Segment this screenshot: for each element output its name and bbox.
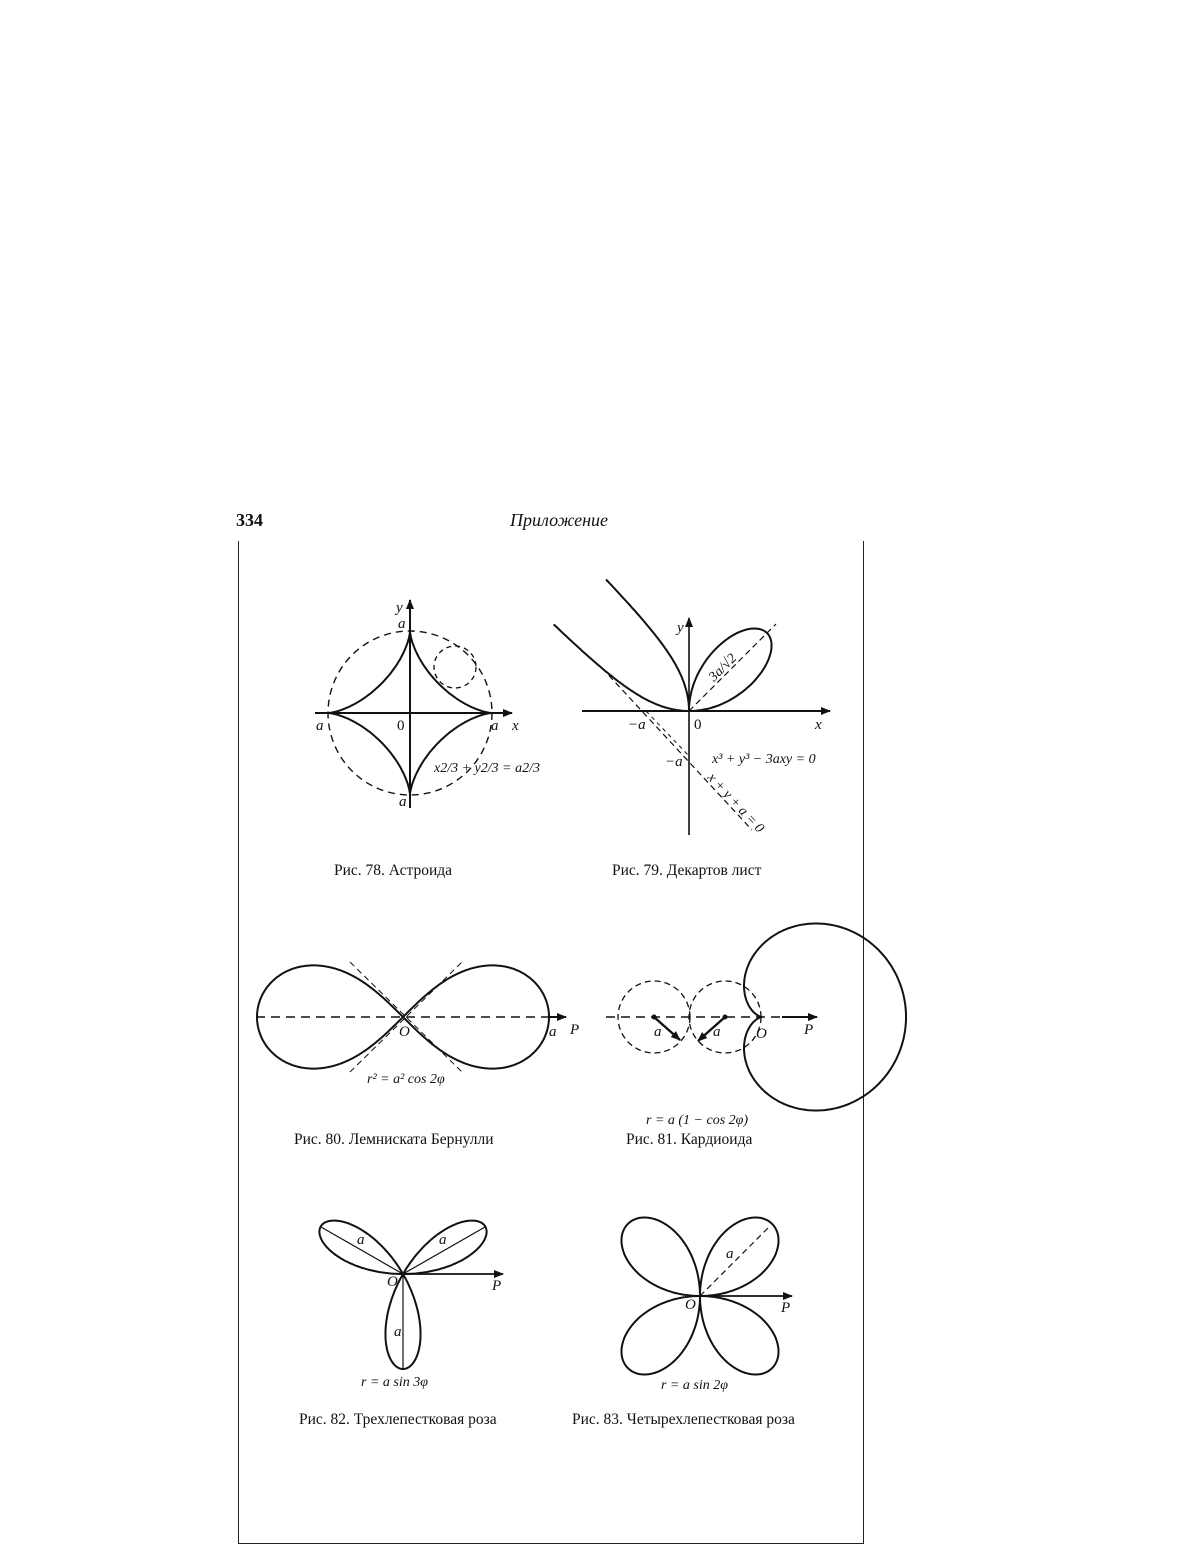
rose3-a3: a xyxy=(394,1324,402,1340)
rose4-O: O xyxy=(685,1297,696,1313)
caption-fig81: Рис. 81. Кардиоида xyxy=(626,1131,753,1148)
figure-four-petal-rose xyxy=(572,1218,795,1429)
rose3-a1: a xyxy=(357,1232,365,1248)
astroid-rolling-circle xyxy=(434,646,476,688)
lemniscate-O: O xyxy=(399,1024,410,1040)
astroid-equation: x2/3 + y2/3 = a2/3 xyxy=(434,761,540,776)
figure-cardioid xyxy=(606,924,906,1149)
rose3-P: P xyxy=(492,1278,502,1294)
rose3-equation: r = a sin 3φ xyxy=(361,1375,428,1390)
rose4-a: a xyxy=(726,1246,734,1262)
caption-fig80: Рис. 80. Лемниската Бернулли xyxy=(294,1131,494,1148)
folium-y-label: y xyxy=(677,620,684,636)
astroid-a-bottom: a xyxy=(399,794,407,810)
folium-minus-a-y: −a xyxy=(665,754,683,770)
rose4-radius xyxy=(700,1226,770,1296)
cardioid-a2: a xyxy=(713,1024,721,1040)
cardioid-a1: a xyxy=(654,1024,662,1040)
rose4-P: P xyxy=(781,1300,791,1316)
folium-origin: 0 xyxy=(694,717,702,733)
folium-diagonal-label: 3a/√2 xyxy=(706,651,740,685)
astroid-a-left: a xyxy=(316,718,324,734)
folium-minus-a-x: −a xyxy=(628,717,646,733)
page-title: Приложение xyxy=(510,510,609,530)
cardioid-O: O xyxy=(756,1026,767,1042)
folium-equation: x³ + y³ − 3axy = 0 xyxy=(712,752,816,767)
lemniscate-curve xyxy=(257,965,549,1068)
astroid-a-top: a xyxy=(398,616,406,632)
figure-lemniscate xyxy=(256,962,579,1148)
rose3-a2: a xyxy=(439,1232,447,1248)
lemniscate-a: a xyxy=(549,1024,557,1040)
cardioid-center-right xyxy=(723,1015,728,1020)
cardioid-curve xyxy=(744,924,906,1111)
caption-fig78: Рис. 78. Астроида xyxy=(334,862,453,879)
figure-astroid xyxy=(315,600,540,879)
folium-guide xyxy=(646,711,689,756)
rose4-equation: r = a sin 2φ xyxy=(661,1378,728,1393)
caption-fig82: Рис. 82. Трехлепестковая роза xyxy=(299,1411,497,1428)
page-number: 334 xyxy=(236,510,263,530)
cardioid-equation: r = a (1 − cos 2φ) xyxy=(646,1113,749,1128)
astroid-x-label: x xyxy=(512,718,519,734)
lemniscate-equation: r² = a² cos 2φ xyxy=(367,1072,445,1087)
figure-folium xyxy=(554,580,830,880)
caption-fig83: Рис. 83. Четырехлепестковая роза xyxy=(572,1411,795,1428)
astroid-a-right: a xyxy=(491,718,499,734)
lemniscate-P: P xyxy=(570,1022,580,1038)
folium-asymptote-label: x + y + a = 0 xyxy=(704,770,767,837)
rose3-O: O xyxy=(387,1274,398,1290)
folium-x-label: x xyxy=(815,717,822,733)
figure-three-petal-rose xyxy=(299,1221,503,1428)
folium-curve xyxy=(554,580,772,712)
cardioid-P: P xyxy=(804,1022,814,1038)
astroid-origin: 0 xyxy=(397,718,405,734)
astroid-y-label: y xyxy=(396,600,403,616)
cardioid-radius-right xyxy=(698,1017,725,1041)
cardioid-center-left xyxy=(652,1015,657,1020)
caption-fig79: Рис. 79. Декартов лист xyxy=(612,862,762,879)
